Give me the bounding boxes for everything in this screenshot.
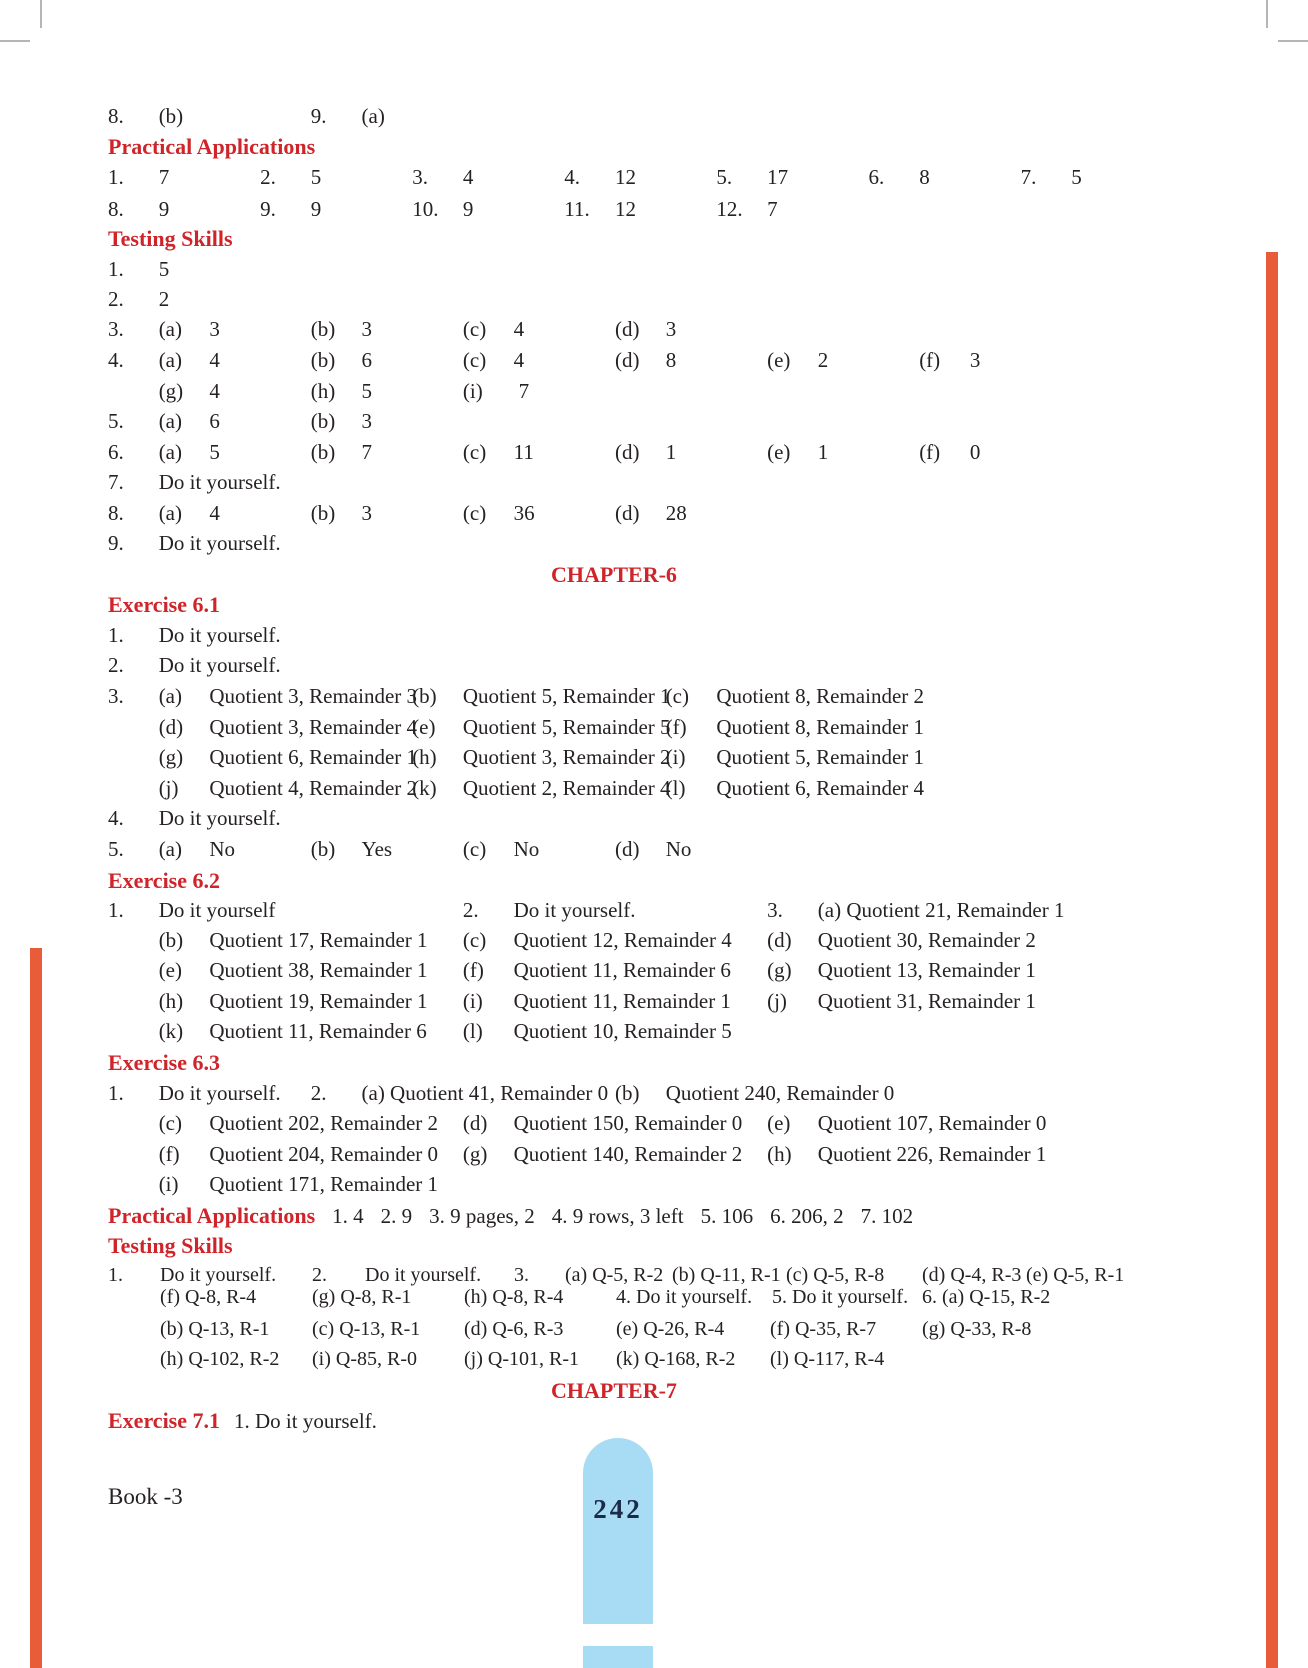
answer-cell: Quotient 240, Remainder 0: [665, 1081, 895, 1105]
answer-item: 2. 9: [380, 1204, 413, 1228]
answer-cell: 3: [361, 317, 372, 341]
answer-cell: 3: [969, 348, 981, 372]
answer-cell: 3.: [108, 684, 124, 708]
answer-cell: Quotient 11, Remainder 6: [209, 1019, 427, 1043]
answer-cell: 7.: [108, 470, 124, 494]
answer-cell: Quotient 38, Remainder 1: [209, 958, 428, 982]
answer-cell: Quotient 5, Remainder 1: [462, 684, 671, 708]
answer-cell: 12.: [716, 197, 743, 221]
answer-row: [0, 470, 1228, 497]
answer-cell: (l): [665, 776, 686, 800]
answer-cell: 1.: [108, 623, 124, 647]
exercise-6-3-heading: [0, 1050, 1228, 1077]
answer-row: [0, 1347, 1228, 1374]
answer-cell: (g): [158, 745, 184, 769]
answer-cell: Quotient 202, Remainder 2: [209, 1111, 439, 1135]
answer-cell: Quotient 140, Remainder 2: [513, 1142, 743, 1166]
answer-cell: 3.: [108, 317, 124, 341]
answer-cell: 8: [919, 165, 930, 189]
answer-cell: 6.: [868, 165, 885, 189]
answer-cell: 1.: [108, 257, 124, 281]
answer-cell: (d): [615, 440, 640, 464]
answer-cell: Quotient 5, Remainder 1: [716, 745, 925, 769]
answer-item: 7. 102: [860, 1204, 914, 1228]
answer-cell: 5: [361, 379, 372, 403]
answer-cell: (a): [158, 837, 182, 861]
answer-cell: (b): [615, 1081, 640, 1105]
answer-cell: 4. Do it yourself.: [616, 1286, 753, 1308]
answer-row: [0, 928, 1228, 955]
answer-cell: No: [513, 837, 540, 861]
answer-cell: 4: [513, 317, 525, 341]
answer-cell: (b) Q-13, R-1: [160, 1318, 270, 1340]
answer-cell: (b): [310, 501, 336, 525]
answer-cell: Quotient 107, Remainder 0: [817, 1111, 1047, 1135]
answer-cell: (a): [158, 348, 182, 372]
answer-cell: 5: [310, 165, 322, 189]
page-number-tab: [583, 1438, 653, 1624]
answer-cell: (a) Quotient 41, Remainder 0: [361, 1081, 609, 1105]
answer-row: [0, 409, 1228, 436]
section-heading: Practical Applications: [108, 1203, 316, 1228]
answer-cell: Quotient 19, Remainder 1: [209, 989, 428, 1013]
answer-cell: 11.: [564, 197, 590, 221]
testing-skills-heading: [0, 226, 1228, 253]
answer-cell: (a): [158, 440, 182, 464]
answer-cell: (b): [310, 348, 336, 372]
answer-cell: (g) Q-8, R-1: [312, 1286, 412, 1308]
answer-cell: No: [209, 837, 236, 861]
answer-cell: (l) Q-117, R-4: [770, 1348, 885, 1370]
answer-cell: (k): [412, 776, 437, 800]
exercise-6-1-heading: [0, 592, 1228, 619]
answer-cell: (d): [615, 317, 640, 341]
answer-row: [0, 257, 1228, 284]
answer-cell: 7: [361, 440, 372, 464]
answer-cell: Quotient 3, Remainder 3: [209, 684, 418, 708]
answer-cell: 3: [361, 409, 372, 433]
answer-cell: (d) Q-4, R-3: [922, 1264, 1022, 1286]
answer-cell: (c): [462, 501, 487, 525]
answer-cell: (d): [767, 928, 792, 952]
answer-cell: (k): [158, 1019, 184, 1043]
answer-cell: 8: [665, 348, 677, 372]
answer-cell: (a): [361, 104, 385, 128]
answer-cell: 6: [209, 409, 220, 433]
answer-cell: Do it yourself: [158, 898, 276, 922]
answer-cell: (j) Q-101, R-1: [464, 1348, 579, 1370]
answer-cell: (f) Q-35, R-7: [770, 1318, 877, 1340]
answer-cell: (c) Q-13, R-1: [312, 1318, 421, 1340]
answer-row: [0, 348, 1228, 375]
answer-row: [0, 958, 1228, 985]
answer-cell: (a) Q-5, R-2: [565, 1264, 664, 1286]
answer-row: [0, 317, 1228, 344]
answer-cell: (a): [158, 409, 182, 433]
answer-cell: 2: [817, 348, 829, 372]
answer-cell: 3: [209, 317, 220, 341]
answer-cell: 8.: [108, 197, 124, 221]
answer-cell: (e) Q-26, R-4: [616, 1318, 725, 1340]
answer-item: 1. Do it yourself.: [234, 1409, 377, 1433]
answer-row: [0, 440, 1228, 467]
answer-cell: Quotient 11, Remainder 6: [513, 958, 731, 982]
answer-cell: 8.: [108, 104, 124, 128]
answer-cell: (i): [665, 745, 686, 769]
answer-cell: 6. (a) Q-15, R-2: [922, 1286, 1051, 1308]
answer-cell: (c): [462, 317, 487, 341]
answer-cell: (d) Q-6, R-3: [464, 1318, 564, 1340]
answer-cell: (c): [462, 348, 487, 372]
answer-cell: Do it yourself.: [365, 1264, 482, 1286]
answer-cell: 7: [158, 165, 170, 189]
exercise-heading: Exercise 7.1: [108, 1408, 221, 1433]
exercise-7-1-row: [0, 1408, 1228, 1435]
answer-cell: 1: [817, 440, 829, 464]
answer-row: [0, 1172, 1228, 1199]
answer-cell: (b): [310, 837, 336, 861]
answer-cell: (c): [462, 928, 487, 952]
answer-cell: Quotient 8, Remainder 1: [716, 715, 925, 739]
answer-cell: (c): [462, 440, 487, 464]
answer-row: [0, 1317, 1228, 1344]
answer-cell: 1.: [108, 1081, 124, 1105]
answer-cell: Quotient 150, Remainder 0: [513, 1111, 743, 1135]
answer-cell: (a): [158, 684, 182, 708]
answer-row: [0, 1111, 1228, 1138]
answer-item: 6. 206, 2: [770, 1204, 844, 1228]
answer-item: 3. 9 pages, 2: [429, 1204, 535, 1228]
answer-cell: Do it yourself.: [158, 806, 281, 830]
answer-cell: 6: [361, 348, 372, 372]
answer-row: [0, 684, 1228, 711]
answer-cell: Quotient 12, Remainder 4: [513, 928, 732, 952]
practical-applications-heading: [0, 134, 1228, 161]
section-heading: Testing Skills: [108, 1233, 233, 1258]
answer-cell: (f): [665, 715, 687, 739]
answer-cell: (h) Q-102, R-2: [160, 1348, 280, 1370]
answer-cell: (f) Q-8, R-4: [160, 1286, 257, 1308]
answer-cell: (b): [310, 317, 336, 341]
answer-cell: (i): [462, 989, 483, 1013]
exercise-6-2-heading: [0, 868, 1228, 895]
answer-cell: (e): [412, 715, 436, 739]
answer-cell: (h): [412, 745, 437, 769]
answer-cell: (b): [412, 684, 437, 708]
answer-cell: 9.: [108, 531, 124, 555]
answer-cell: Do it yourself.: [160, 1264, 277, 1286]
answer-cell: No: [665, 837, 692, 861]
answer-item: 4. 9 rows, 3 left: [551, 1204, 684, 1228]
answer-row: [0, 715, 1228, 742]
answer-cell: Do it yourself.: [513, 898, 636, 922]
testing-skills-heading: [0, 1233, 1228, 1260]
answer-cell: (j): [158, 776, 179, 800]
answer-cell: 2.: [312, 1264, 327, 1286]
answer-cell: 5: [158, 257, 170, 281]
answer-cell: 2.: [108, 287, 124, 311]
answer-cell: (g): [767, 958, 792, 982]
answer-cell: 4: [209, 379, 220, 403]
answer-cell: (b): [310, 409, 336, 433]
answer-cell: 9.: [310, 104, 327, 128]
answer-cell: (j): [767, 989, 787, 1013]
answer-cell: 9: [158, 197, 170, 221]
answer-cell: 2.: [260, 165, 276, 189]
answer-row: [0, 1286, 1228, 1313]
crop-mark-top-left-horizontal: [0, 40, 30, 42]
answer-cell: Quotient 10, Remainder 5: [513, 1019, 732, 1043]
answer-cell: 4: [209, 348, 220, 372]
answer-cell: (f): [919, 348, 941, 372]
answer-cell: 2.: [462, 898, 479, 922]
answer-row: [0, 501, 1228, 528]
answer-item: 5. 106: [700, 1204, 754, 1228]
answer-cell: 1.: [108, 1264, 123, 1286]
answer-cell: 2.: [310, 1081, 327, 1105]
answer-row: [0, 1019, 1228, 1046]
chapter-heading: CHAPTER-7: [551, 1378, 677, 1403]
answer-row: [0, 776, 1228, 803]
answer-cell: (c): [158, 1111, 182, 1135]
answer-cell: 8.: [108, 501, 124, 525]
answer-cell: 7: [767, 197, 778, 221]
answer-cell: 9.: [260, 197, 276, 221]
mcq-tail-row: [0, 104, 1228, 131]
answer-cell: Quotient 3, Remainder 4: [209, 715, 418, 739]
answer-cell: 7: [518, 379, 530, 403]
answer-cell: 3: [361, 501, 372, 525]
answer-cell: 5. Do it yourself.: [772, 1286, 909, 1308]
answer-cell: 4: [209, 501, 220, 525]
answer-cell: (b): [158, 104, 184, 128]
answer-cell: (c): [462, 837, 487, 861]
answer-cell: Quotient 30, Remainder 2: [817, 928, 1036, 952]
answer-cell: Quotient 31, Remainder 1: [817, 989, 1036, 1013]
exercise-heading: Exercise 6.3: [108, 1050, 221, 1075]
answer-cell: 4.: [108, 348, 124, 372]
answer-cell: (e): [767, 1111, 791, 1135]
answer-cell: 0: [969, 440, 981, 464]
answer-cell: (i) Q-85, R-0: [312, 1348, 417, 1370]
answer-cell: (d): [462, 1111, 488, 1135]
answer-cell: (h): [310, 379, 336, 403]
answer-cell: Quotient 4, Remainder 2: [209, 776, 418, 800]
answer-cell: (d): [615, 501, 640, 525]
answer-cell: (g) Q-33, R-8: [922, 1318, 1032, 1340]
answer-cell: (b): [310, 440, 336, 464]
answer-cell: 5: [1071, 165, 1082, 189]
practical-applications-inline-row: [0, 1203, 1228, 1230]
answer-cell: Quotient 226, Remainder 1: [817, 1142, 1047, 1166]
answer-cell: 11: [513, 440, 534, 464]
answer-cell: (b): [158, 928, 184, 952]
answer-cell: 28: [665, 501, 687, 525]
answer-cell: Do it yourself.: [158, 470, 281, 494]
answer-cell: (k) Q-168, R-2: [616, 1348, 736, 1370]
answer-cell: (e) Q-5, R-1: [1026, 1264, 1125, 1286]
answer-cell: (f): [919, 440, 941, 464]
answer-cell: Quotient 11, Remainder 1: [513, 989, 731, 1013]
answer-cell: Quotient 13, Remainder 1: [817, 958, 1036, 982]
answer-cell: (f): [462, 958, 484, 982]
answer-cell: (i): [158, 1172, 179, 1196]
answer-cell: 4.: [108, 806, 124, 830]
answer-cell: (e): [767, 348, 791, 372]
answer-cell: Quotient 8, Remainder 2: [716, 684, 925, 708]
answer-row: [0, 653, 1228, 680]
answer-cell: 1: [665, 440, 677, 464]
page-tab-bottom-strip: [583, 1646, 653, 1668]
answer-cell: (g): [462, 1142, 488, 1166]
answer-cell: (d): [615, 348, 640, 372]
answer-row: [0, 806, 1228, 833]
answer-cell: (c): [665, 684, 689, 708]
answer-cell: Quotient 3, Remainder 2: [462, 745, 671, 769]
answer-cell: (l): [462, 1019, 483, 1043]
chapter-heading: CHAPTER-6: [551, 562, 677, 587]
answer-row: [0, 1142, 1228, 1169]
answer-cell: 1.: [108, 165, 124, 189]
exercise-heading: Exercise 6.1: [108, 592, 221, 617]
answer-cell: 3.: [412, 165, 428, 189]
answer-cell: Quotient 6, Remainder 4: [716, 776, 925, 800]
exercise-heading: Exercise 6.2: [108, 868, 221, 893]
answer-cell: (f): [158, 1142, 180, 1166]
answer-cell: Do it yourself.: [158, 1081, 281, 1105]
answer-cell: 4: [462, 165, 474, 189]
answer-cell: (h): [158, 989, 184, 1013]
answer-cell: 12: [615, 197, 636, 221]
book-label: Book -3: [108, 1484, 183, 1509]
answer-cell: 5.: [108, 837, 124, 861]
answer-cell: (a): [158, 317, 182, 341]
answer-cell: (h): [767, 1142, 792, 1166]
answer-cell: (g): [158, 379, 184, 403]
crop-mark-top-left-vertical: [40, 0, 42, 28]
answer-cell: 6.: [108, 440, 124, 464]
answer-cell: (h) Q-8, R-4: [464, 1286, 564, 1308]
answer-cell: 12: [615, 165, 636, 189]
answer-cell: Quotient 6, Remainder 1: [209, 745, 418, 769]
answer-cell: (i): [462, 379, 483, 403]
answer-cell: 36: [513, 501, 535, 525]
answer-cell: 7.: [1020, 165, 1037, 189]
answer-row: [0, 379, 1228, 406]
answer-cell: Do it yourself.: [158, 623, 281, 647]
answer-row: [0, 837, 1228, 864]
answer-cell: 3.: [514, 1264, 529, 1286]
answer-cell: (d): [158, 715, 184, 739]
answer-cell: 2: [158, 287, 170, 311]
answer-cell: Quotient 5, Remainder 5: [462, 715, 671, 739]
answer-cell: (e): [158, 958, 182, 982]
answer-cell: Yes: [361, 837, 393, 861]
answer-cell: Quotient 171, Remainder 1: [209, 1172, 439, 1196]
answer-cell: (b) Q-11, R-1: [672, 1264, 781, 1286]
answer-cell: Quotient 204, Remainder 0: [209, 1142, 439, 1166]
chapter-6-heading: [0, 562, 1228, 589]
answer-cell: 3: [665, 317, 677, 341]
answer-cell: (c) Q-5, R-8: [786, 1264, 885, 1286]
chapter-7-heading: [0, 1378, 1228, 1405]
answer-row: [0, 745, 1228, 772]
answer-cell: (e): [767, 440, 791, 464]
answer-row: [0, 287, 1228, 314]
answer-cell: Quotient 2, Remainder 4: [462, 776, 671, 800]
answer-row: [0, 1081, 1228, 1108]
answer-cell: 3.: [767, 898, 783, 922]
answer-item: 1. 4: [332, 1204, 364, 1228]
answer-cell: 10.: [412, 197, 439, 221]
answer-cell: 17: [767, 165, 789, 189]
answer-cell: Do it yourself.: [158, 531, 281, 555]
crop-mark-top-right-vertical: [1266, 0, 1268, 28]
right-edge-orange-bar: [1266, 252, 1278, 1668]
answer-cell: Quotient 17, Remainder 1: [209, 928, 428, 952]
crop-mark-top-right-horizontal: [1278, 40, 1308, 42]
answer-row: [0, 623, 1228, 650]
practical-applications-row: [0, 165, 1228, 192]
answer-row: [0, 898, 1228, 925]
page-number: 242: [593, 1494, 643, 1524]
answer-cell: (a) Quotient 21, Remainder 1: [817, 898, 1065, 922]
answer-cell: 5.: [108, 409, 124, 433]
section-heading: Practical Applications: [108, 134, 316, 159]
answer-cell: 4.: [564, 165, 581, 189]
answer-cell: 4: [513, 348, 525, 372]
answer-cell: 1.: [108, 898, 124, 922]
answer-cell: 5.: [716, 165, 733, 189]
practical-applications-row: [0, 197, 1228, 224]
answer-cell: 5: [209, 440, 220, 464]
answer-cell: 9: [310, 197, 322, 221]
answer-cell: (d): [615, 837, 640, 861]
answer-cell: (a): [158, 501, 182, 525]
answer-row: [0, 989, 1228, 1016]
answer-row: [0, 531, 1228, 558]
answer-cell: 2.: [108, 653, 124, 677]
answer-cell: 9: [462, 197, 474, 221]
section-heading: Testing Skills: [108, 226, 233, 251]
answer-cell: Do it yourself.: [158, 653, 281, 677]
